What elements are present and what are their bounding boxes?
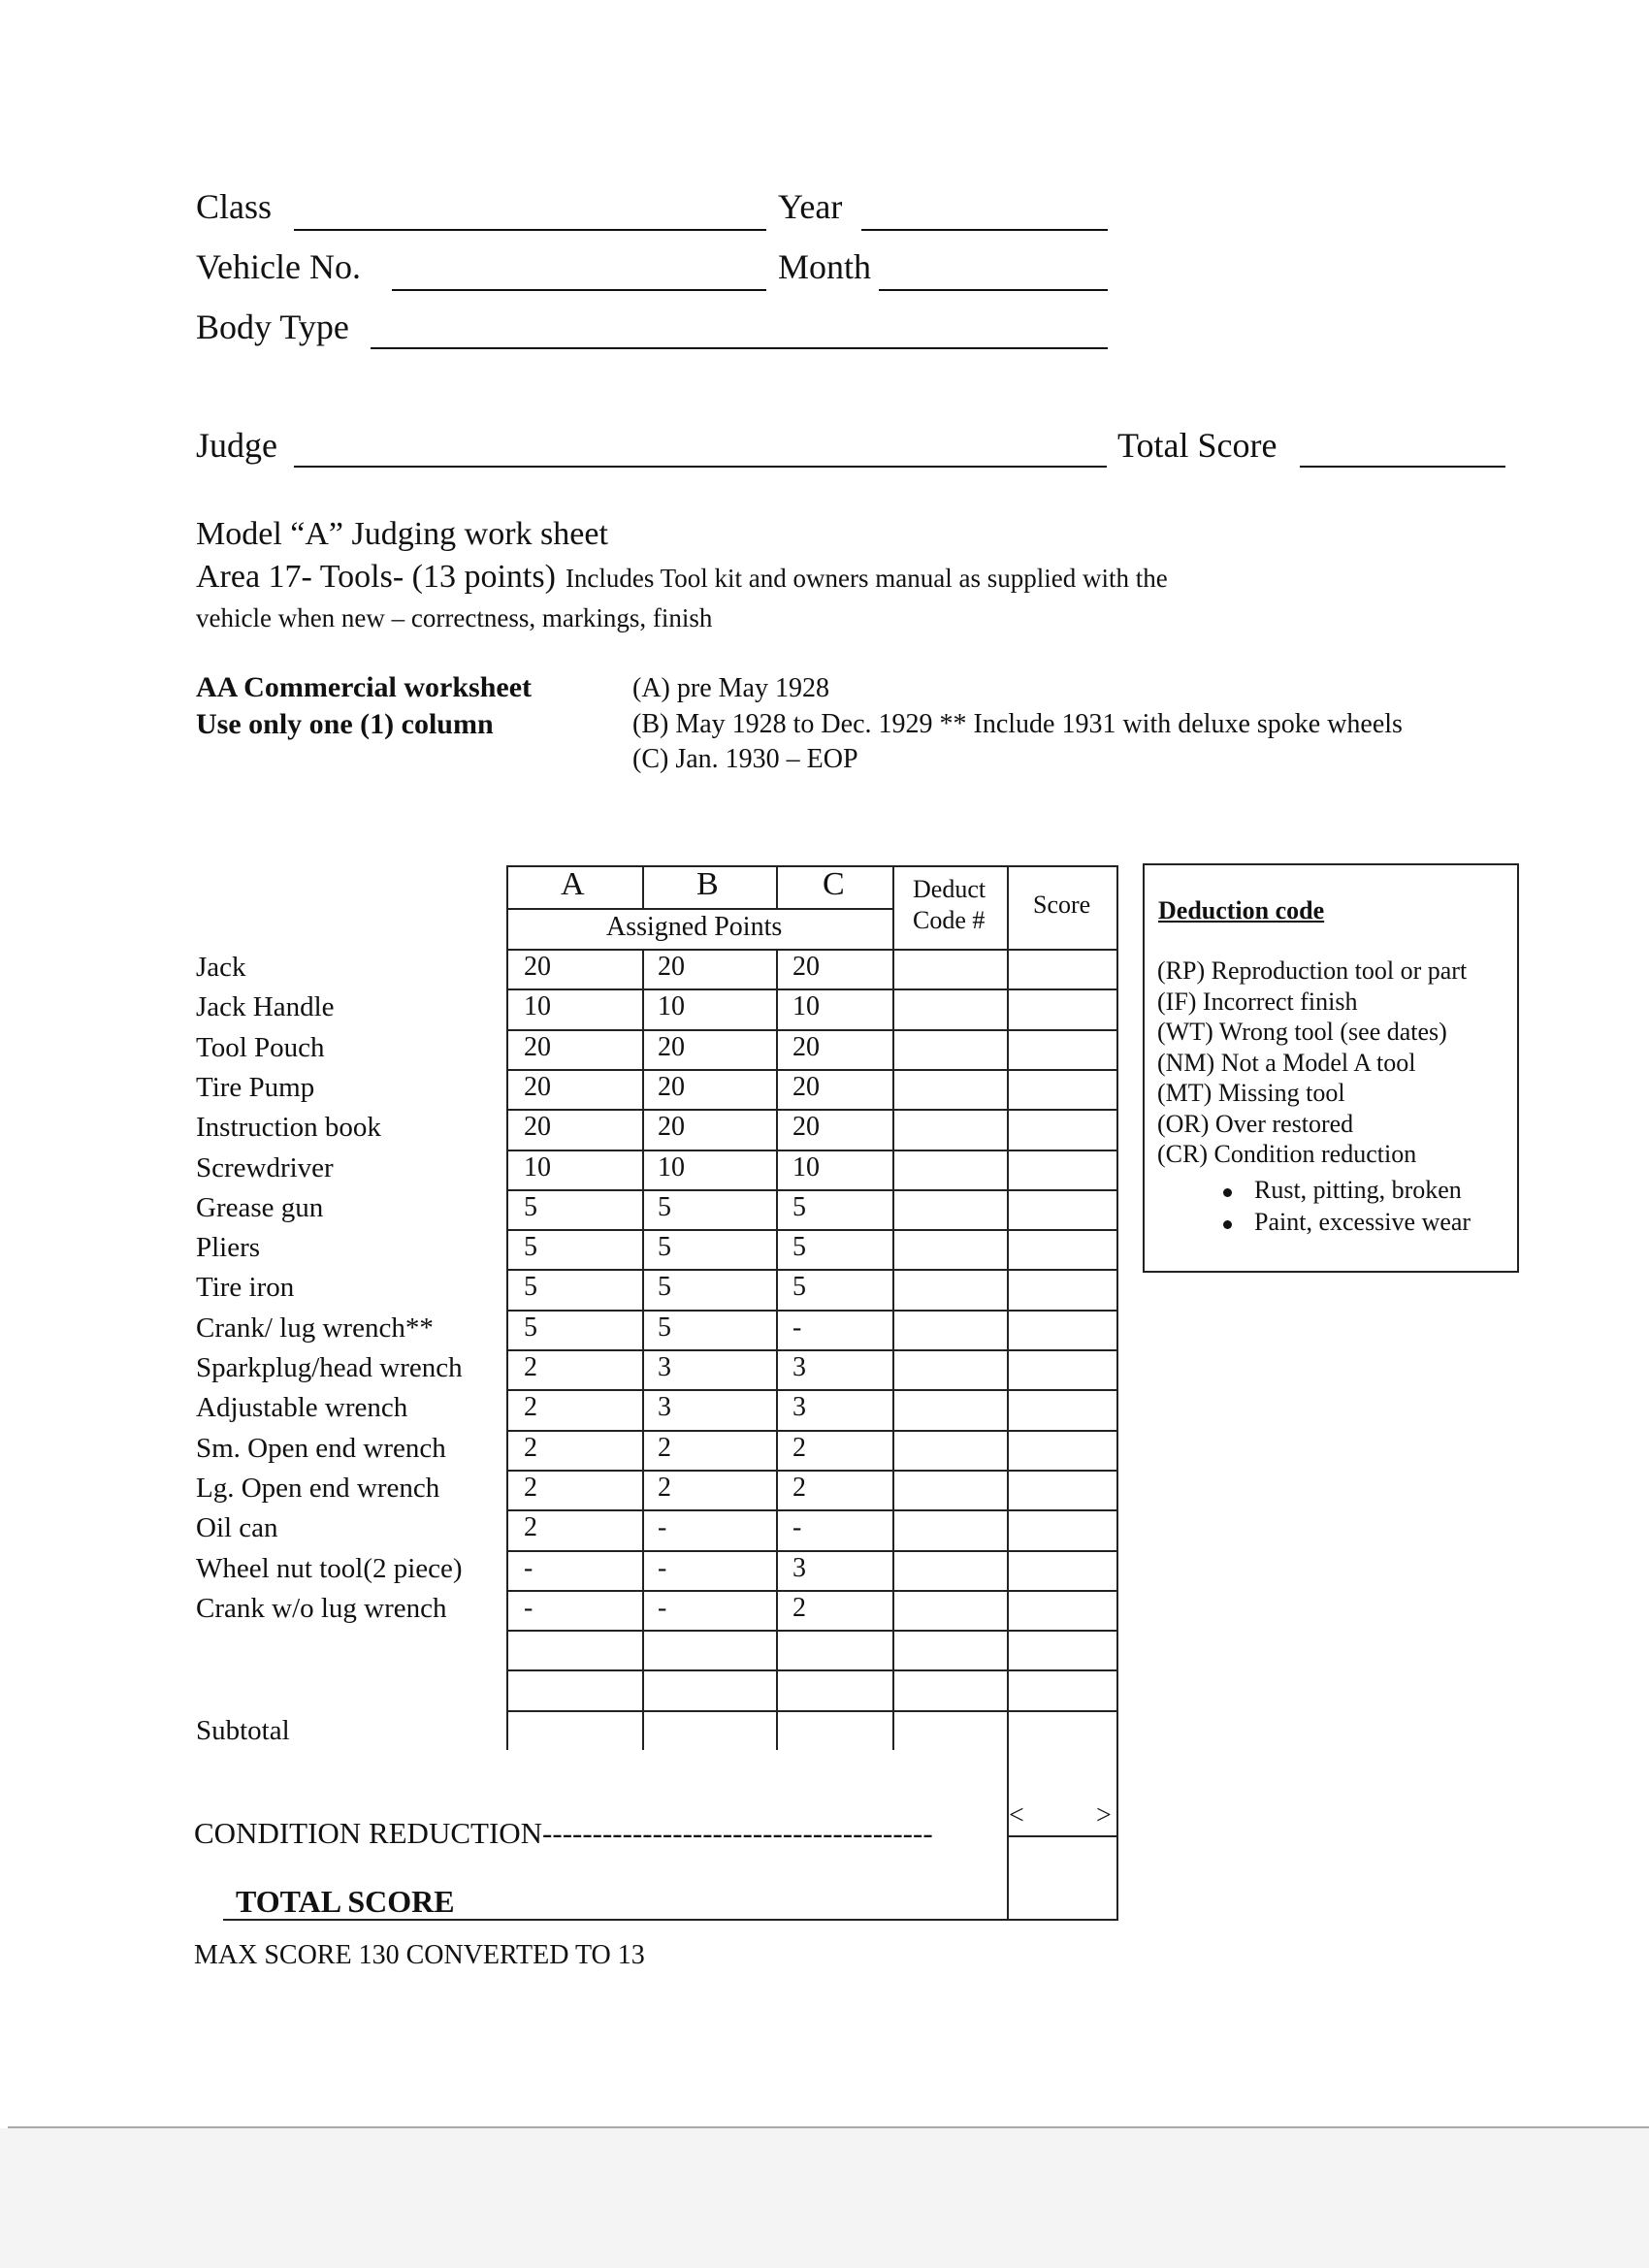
points-b: 5: [658, 1192, 671, 1222]
max-score-note: MAX SCORE 130 CONVERTED TO 13: [194, 1940, 645, 1970]
year-label: Year: [778, 187, 843, 226]
row-item-label: Pliers: [196, 1232, 261, 1263]
deduct-code-cell[interactable]: [894, 1069, 1006, 1108]
option-a: (A) pre May 1928: [632, 673, 829, 703]
deduct-code-cell[interactable]: [894, 1470, 1006, 1508]
deduct-code-cell[interactable]: [894, 988, 1006, 1027]
option-c: (C) Jan. 1930 – EOP: [632, 744, 858, 774]
points-a: -: [524, 1553, 534, 1583]
deduction-code-item: (CR) Condition reduction: [1157, 1140, 1417, 1168]
row-item-label: Jack: [196, 952, 246, 983]
deduct-code-cell[interactable]: [894, 1150, 1006, 1188]
score-cell[interactable]: [1009, 1470, 1116, 1508]
row-item-label: Crank w/o lug wrench: [196, 1593, 447, 1624]
points-c: 2: [792, 1593, 806, 1623]
points-b: 2: [658, 1433, 671, 1463]
deduct-code-cell[interactable]: [894, 1229, 1006, 1268]
row-item-label: Grease gun: [196, 1192, 324, 1223]
deduction-code-title: Deduction code: [1158, 896, 1325, 924]
deduct-code-cell[interactable]: [894, 1389, 1006, 1428]
points-a: 2: [524, 1433, 537, 1463]
points-b: 20: [658, 1072, 685, 1102]
points-b: -: [658, 1512, 667, 1542]
class-label: Class: [196, 187, 273, 226]
area-title: Area 17- Tools- (13 points): [196, 559, 556, 595]
points-c: 3: [792, 1352, 806, 1382]
row-divider: [506, 1710, 1118, 1712]
points-c: 2: [792, 1433, 806, 1463]
score-cell[interactable]: [1009, 1029, 1116, 1068]
condition-bullet: Paint, excessive wear: [1254, 1208, 1471, 1236]
row-item-label: Sparkplug/head wrench: [196, 1352, 463, 1383]
row-item-label: Tool Pouch: [196, 1032, 325, 1063]
points-b: 10: [658, 991, 685, 1021]
bullet-icon: [1223, 1220, 1232, 1229]
row-item-label: Lg. Open end wrench: [196, 1473, 440, 1504]
points-b: 5: [658, 1272, 671, 1302]
points-c: 2: [792, 1473, 806, 1503]
vehicle-label: Vehicle No.: [196, 247, 361, 286]
class-field[interactable]: [294, 229, 766, 231]
points-c: 3: [792, 1553, 806, 1583]
deduct-code-cell[interactable]: [894, 949, 1006, 988]
greater-than-mark: >: [1096, 1800, 1112, 1831]
points-b: 3: [658, 1352, 671, 1382]
score-cell[interactable]: [1009, 1430, 1116, 1469]
deduct-header: Deduct: [913, 875, 986, 903]
points-a: 5: [524, 1192, 537, 1222]
row-item-label: Screwdriver: [196, 1152, 334, 1183]
score-cell[interactable]: [1009, 1310, 1116, 1348]
deduction-code-item: (IF) Incorrect finish: [1157, 987, 1358, 1016]
use-one-column-label: Use only one (1) column: [196, 708, 494, 740]
points-a: 20: [524, 1112, 551, 1142]
row-item-label: Instruction book: [196, 1112, 381, 1143]
points-c: 5: [792, 1192, 806, 1222]
points-b: -: [658, 1593, 667, 1623]
score-cell[interactable]: [1009, 949, 1116, 988]
row-item-label: Tire iron: [196, 1272, 295, 1303]
body-type-label: Body Type: [196, 308, 349, 346]
points-a: 10: [524, 1152, 551, 1183]
points-a: 2: [524, 1352, 537, 1382]
deduct-code-cell[interactable]: [894, 1509, 1006, 1548]
row-item-label: Crank/ lug wrench**: [196, 1312, 434, 1344]
score-cell[interactable]: [1009, 1109, 1116, 1148]
points-a: 2: [524, 1512, 537, 1542]
points-a: -: [524, 1593, 534, 1623]
points-c: -: [792, 1512, 802, 1542]
score-cell[interactable]: [1009, 1150, 1116, 1188]
row-divider: [506, 1630, 1118, 1632]
total-score-label: Total Score: [1117, 426, 1277, 465]
total-score-footer: TOTAL SCORE: [236, 1884, 455, 1919]
deduct-code-cell[interactable]: [894, 1269, 1006, 1308]
vehicle-field[interactable]: [392, 289, 766, 291]
score-header: Score: [1033, 891, 1091, 919]
points-a: 20: [524, 1072, 551, 1102]
points-c: 5: [792, 1232, 806, 1262]
column-b-header: B: [696, 866, 719, 902]
score-cell[interactable]: [1009, 1389, 1116, 1428]
deduct-code-cell[interactable]: [894, 1109, 1006, 1148]
row-item-label: Tire Pump: [196, 1072, 315, 1103]
points-a: 5: [524, 1272, 537, 1302]
month-label: Month: [778, 247, 872, 286]
code-header: Code #: [913, 906, 986, 934]
points-b: 20: [658, 952, 685, 982]
score-cell[interactable]: [1009, 1590, 1116, 1629]
row-item-label: Sm. Open end wrench: [196, 1433, 446, 1464]
deduct-code-cell[interactable]: [894, 1310, 1006, 1348]
deduct-code-cell[interactable]: [894, 1430, 1006, 1469]
points-c: 10: [792, 991, 820, 1021]
body-type-field[interactable]: [371, 347, 1108, 349]
column-c-header: C: [823, 866, 845, 902]
subtotal-label: Subtotal: [196, 1715, 290, 1746]
condition-bullet: Rust, pitting, broken: [1254, 1176, 1462, 1204]
deduct-code-cell[interactable]: [894, 1550, 1006, 1589]
score-cell[interactable]: [1009, 1269, 1116, 1308]
points-a: 2: [524, 1392, 537, 1422]
score-cell[interactable]: [1009, 1189, 1116, 1228]
deduction-code-item: (OR) Over restored: [1157, 1109, 1354, 1138]
score-cell[interactable]: [1009, 1349, 1116, 1388]
points-b: 3: [658, 1392, 671, 1422]
option-b: (B) May 1928 to Dec. 1929 ** Include 1931 with deluxe spoke wheels: [632, 709, 1403, 739]
area-description: Includes Tool kit and owners manual as supplied with the: [565, 564, 1168, 593]
year-field[interactable]: [861, 229, 1108, 231]
judge-label: Judge: [196, 426, 277, 465]
score-cell[interactable]: [1009, 988, 1116, 1027]
month-field[interactable]: [879, 289, 1108, 291]
points-c: 20: [792, 1032, 820, 1062]
points-a: 10: [524, 991, 551, 1021]
row-item-label: Adjustable wrench: [196, 1392, 408, 1423]
deduct-code-cell[interactable]: [894, 1349, 1006, 1388]
deduct-code-cell[interactable]: [894, 1590, 1006, 1629]
row-item-label: Wheel nut tool(2 piece): [196, 1553, 463, 1584]
commercial-label: AA Commercial worksheet: [196, 671, 533, 703]
column-a-header: A: [561, 866, 585, 902]
points-a: 2: [524, 1473, 537, 1503]
score-cell[interactable]: [1009, 1069, 1116, 1108]
score-cell[interactable]: [1009, 1229, 1116, 1268]
points-b: -: [658, 1553, 667, 1583]
score-cell[interactable]: [1009, 1509, 1116, 1548]
points-b: 5: [658, 1312, 671, 1343]
row-item-label: Oil can: [196, 1512, 278, 1543]
worksheet-title: Model “A” Judging work sheet: [196, 516, 608, 552]
deduction-code-item: (RP) Reproduction tool or part: [1157, 956, 1468, 985]
deduction-code-item: (WT) Wrong tool (see dates): [1157, 1018, 1447, 1046]
points-a: 5: [524, 1232, 537, 1262]
points-a: 5: [524, 1312, 537, 1343]
points-b: 5: [658, 1232, 671, 1262]
points-c: 20: [792, 1112, 820, 1142]
condition-reduction-label: CONDITION REDUCTION---------------------------------------: [194, 1816, 933, 1850]
points-c: 20: [792, 952, 820, 982]
points-a: 20: [524, 1032, 551, 1062]
score-cell[interactable]: [1009, 1550, 1116, 1589]
deduction-code-item: (MT) Missing tool: [1157, 1079, 1345, 1107]
points-b: 20: [658, 1112, 685, 1142]
row-divider: [506, 1669, 1118, 1671]
points-a: 20: [524, 952, 551, 982]
deduct-code-cell[interactable]: [894, 1029, 1006, 1068]
deduct-code-cell[interactable]: [894, 1189, 1006, 1228]
points-c: 5: [792, 1272, 806, 1302]
row-item-label: Jack Handle: [196, 991, 335, 1022]
points-b: 20: [658, 1032, 685, 1062]
total-score-field[interactable]: [1300, 466, 1505, 468]
assigned-points-header: Assigned Points: [606, 912, 783, 942]
points-c: 20: [792, 1072, 820, 1102]
area-heading: [196, 559, 1168, 596]
points-c: 3: [792, 1392, 806, 1422]
area-description-cont: vehicle when new – correctness, markings, finish: [196, 603, 713, 632]
points-b: 10: [658, 1152, 685, 1183]
judge-field[interactable]: [294, 466, 1107, 468]
less-than-mark: <: [1009, 1800, 1024, 1831]
scan-margin: [0, 2128, 1649, 2268]
deduction-code-item: (NM) Not a Model A tool: [1157, 1048, 1416, 1077]
points-c: -: [792, 1312, 802, 1343]
points-c: 10: [792, 1152, 820, 1183]
bullet-icon: [1223, 1188, 1232, 1197]
points-b: 2: [658, 1473, 671, 1503]
